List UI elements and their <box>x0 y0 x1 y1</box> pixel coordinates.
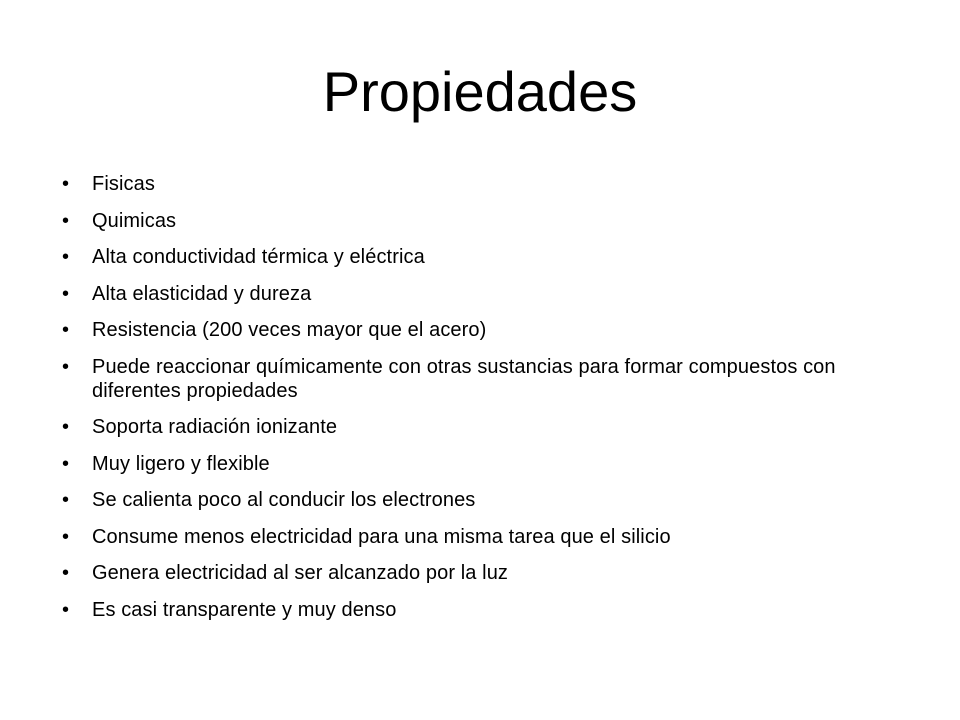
bullet-text: Resistencia (200 veces mayor que el acero) <box>92 319 487 341</box>
bullet-item <box>62 488 862 512</box>
bullet-item <box>62 452 862 476</box>
bullet-text: Alta conductividad térmica y eléctrica <box>92 246 425 268</box>
bullet-icon: • <box>62 416 70 438</box>
bullet-text: Genera electricidad al ser alcanzado por la luz <box>92 562 509 584</box>
bullet-icon: • <box>62 319 70 341</box>
slide-title: Propiedades <box>322 60 638 123</box>
bullet-text: Puede reaccionar químicamente con otras sustancias para formar compuestos con diferentes propiedades <box>92 355 836 402</box>
bullet-list <box>62 172 862 634</box>
bullet-icon: • <box>62 452 70 475</box>
bullet-icon: • <box>62 282 70 305</box>
bullet-icon: • <box>62 355 70 378</box>
bullet-item <box>62 172 862 196</box>
bullet-icon: • <box>62 246 70 268</box>
bullet-icon: • <box>62 562 70 584</box>
bullet-item <box>62 282 862 306</box>
bullet-item <box>62 561 862 585</box>
bullet-item <box>62 525 862 549</box>
bullet-icon: • <box>62 525 70 548</box>
bullet-text: Se calienta poco al conducir los electrones <box>92 489 476 511</box>
bullet-item <box>62 355 862 403</box>
bullet-item <box>62 415 862 439</box>
bullet-text: Soporta radiación ionizante <box>92 416 338 438</box>
bullet-text: Es casi transparente y muy denso <box>92 598 397 621</box>
bullet-icon: • <box>62 209 70 232</box>
bullet-icon: • <box>62 173 70 195</box>
bullet-item <box>62 318 862 342</box>
bullet-text: Fisicas <box>92 173 155 195</box>
bullet-text: Muy ligero y flexible <box>92 452 270 475</box>
bullet-text: Consume menos electricidad para una misma tarea que el silicio <box>92 525 671 548</box>
bullet-item <box>62 598 862 622</box>
bullet-item <box>62 245 862 269</box>
bullet-text: Alta elasticidad y dureza <box>92 282 312 305</box>
bullet-text: Quimicas <box>92 209 177 232</box>
bullet-icon: • <box>62 489 70 511</box>
bullet-item <box>62 209 862 233</box>
bullet-icon: • <box>62 598 70 621</box>
